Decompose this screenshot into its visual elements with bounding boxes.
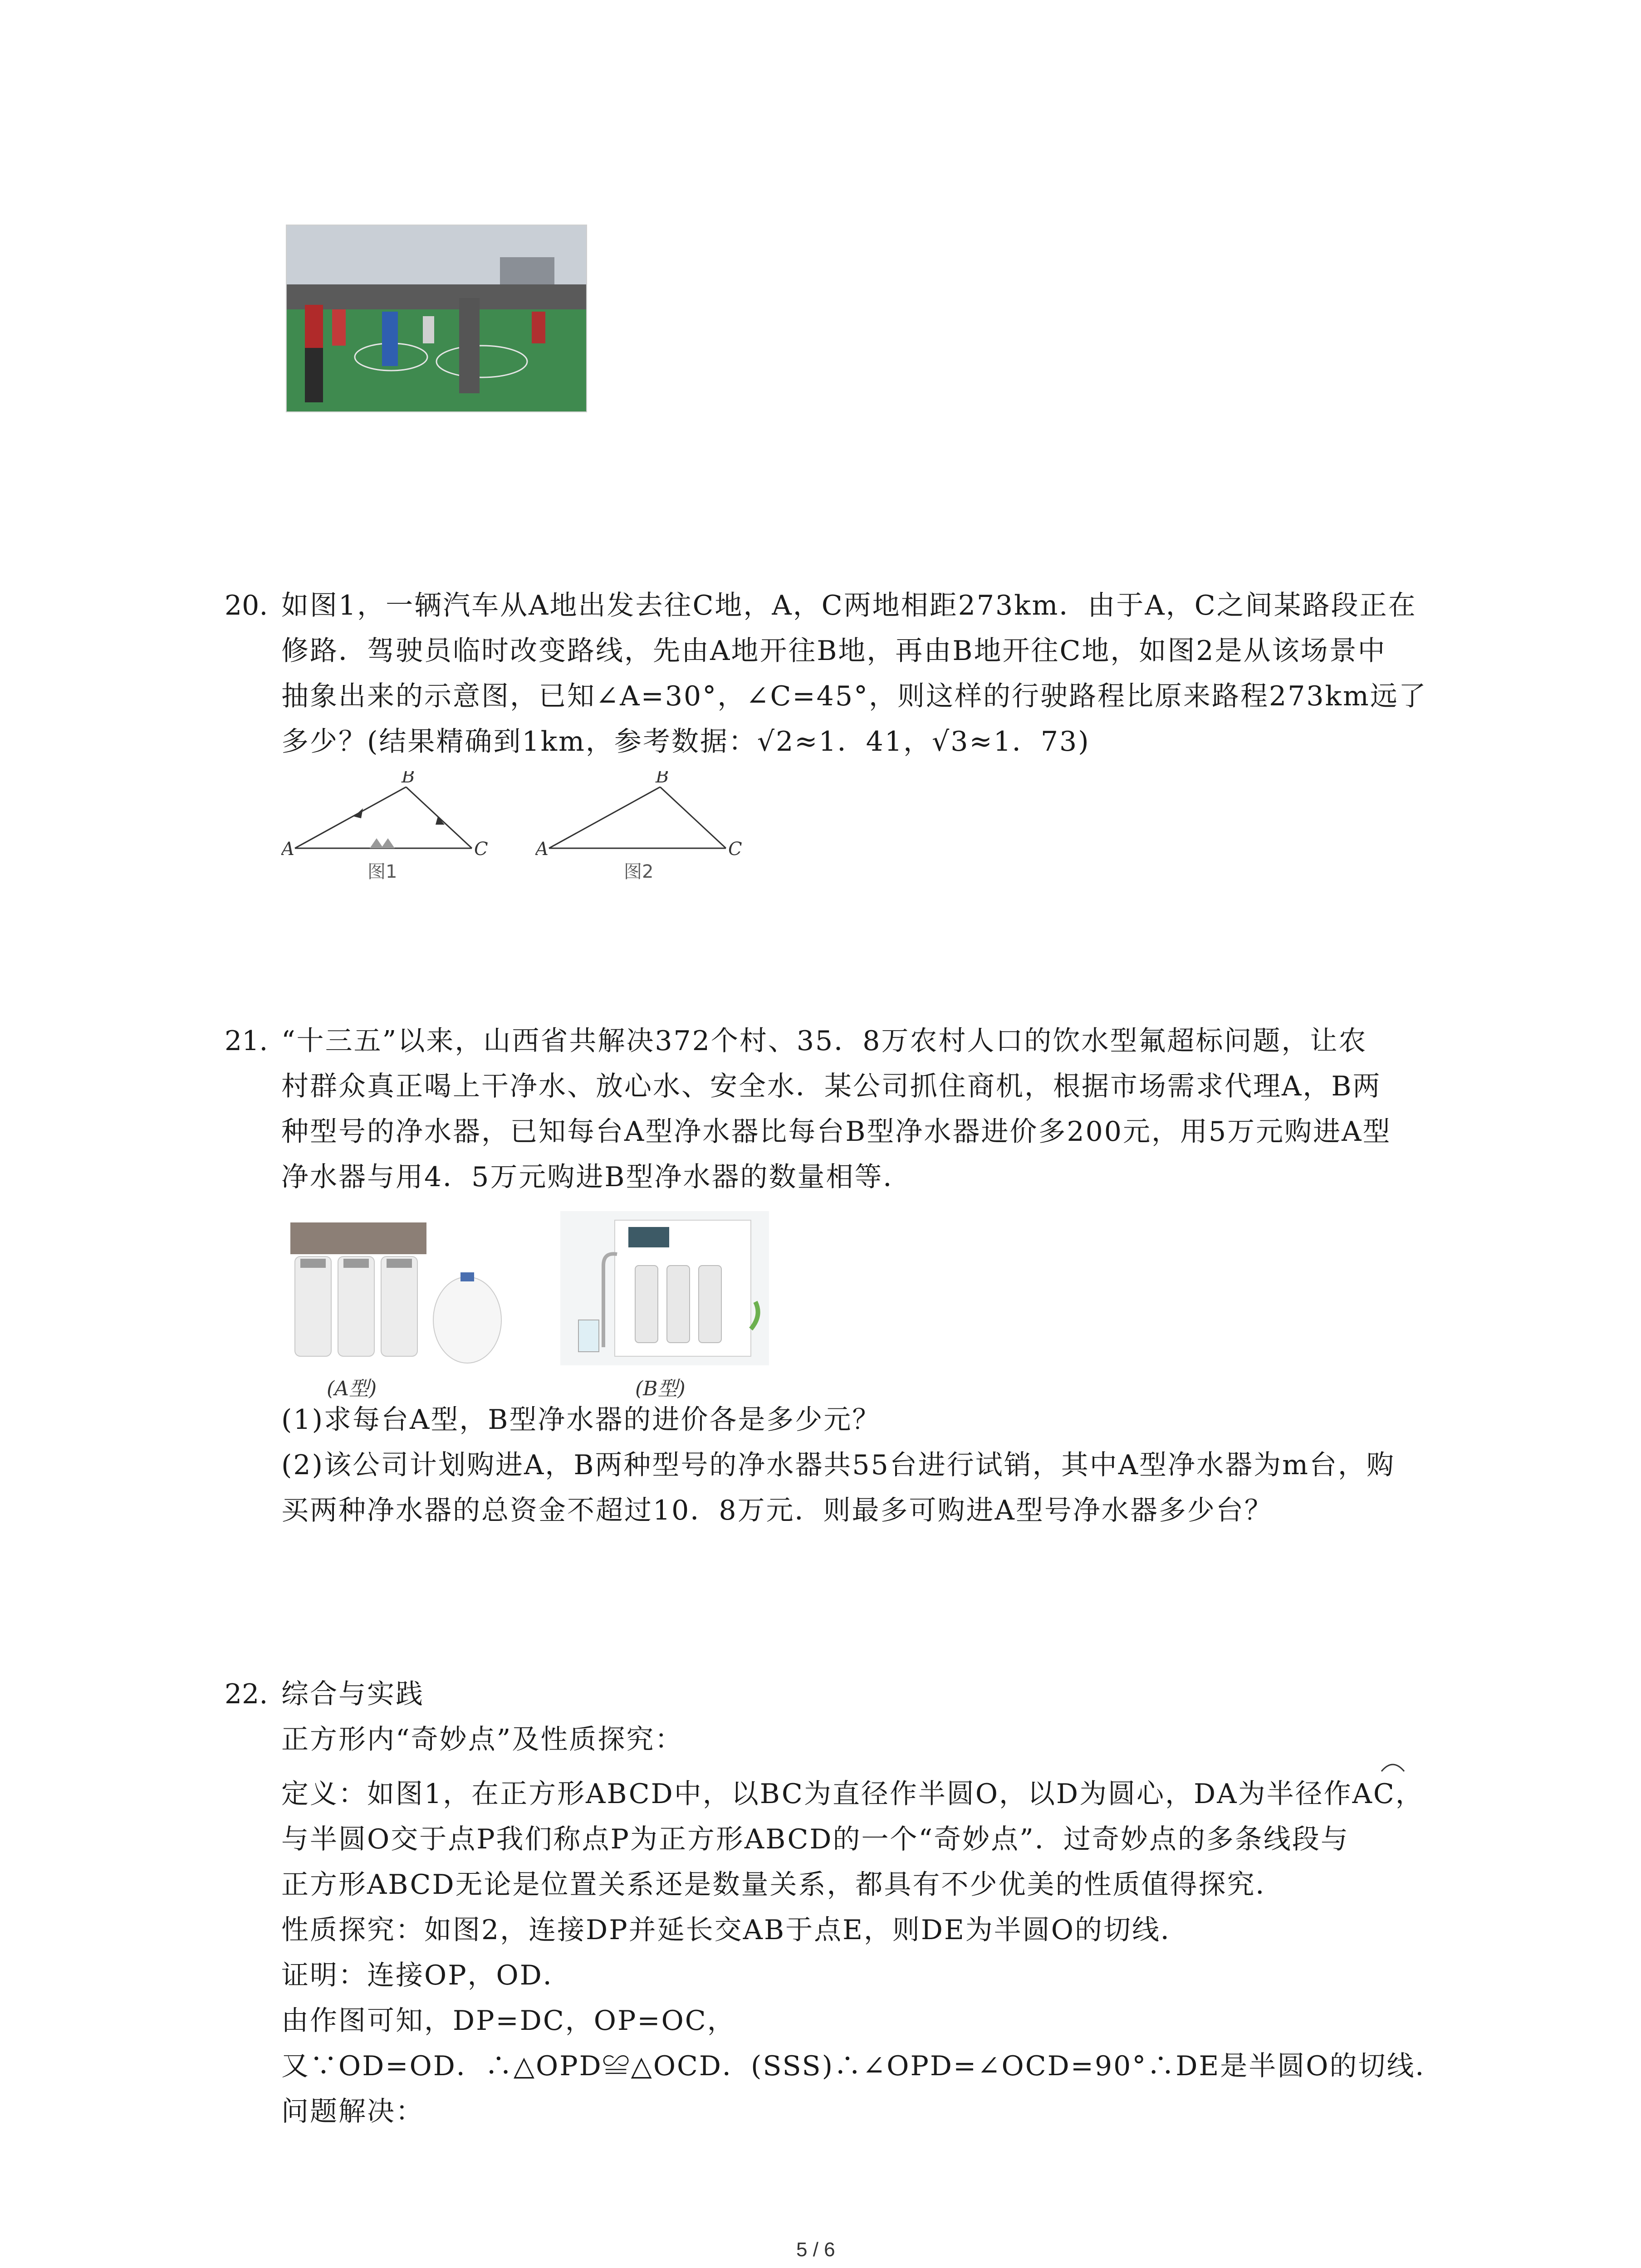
sports-field-photo [286, 225, 587, 412]
question-text-line: “十三五”以来，山西省共解决372个村、35．8万农村人口的饮水型氟超标问题，让农 [281, 1025, 1367, 1057]
question-text-line: 与半圆O交于点P我们称点P为正方形ABCD的一个“奇妙点”．过奇妙点的多条线段与 [281, 1823, 1349, 1855]
point-label-a: A [281, 839, 294, 860]
sub-question-1: (1)求每台A型，B型净水器的进价各是多少元？ [281, 1404, 881, 1436]
question-text-line: 多少？(结果精确到1km，参考数据：√2≈1．41，√3≈1．73) [281, 726, 1090, 758]
question-number: 22. [225, 1678, 268, 1710]
question-text-line: 抽象出来的示意图，已知∠A=30°，∠C=45°，则这样的行驶路程比原来路程273km远了 [281, 680, 1427, 712]
question-text-line: 由作图可知，DP=DC，OP=OC， [281, 2005, 736, 2037]
question-number: 20. [225, 590, 268, 621]
question-text-line: 正方形内“奇妙点”及性质探究： [281, 1724, 684, 1755]
water-purifier-b-image [560, 1211, 769, 1365]
sub-question-2-line: (2)该公司计划购进A，B两种型号的净水器共55台进行试销，其中A型净水器为m台，购 [281, 1449, 1395, 1481]
triangle-figure-2 [535, 771, 744, 885]
page-number: 5 / 6 [796, 2239, 835, 2261]
point-label-c: C [728, 839, 742, 860]
water-purifier-a-image [286, 1216, 513, 1370]
question-text-line: 证明：连接OP，OD． [281, 1960, 572, 1991]
question-text-line: 如图1，一辆汽车从A地出发去往C地，A，C两地相距273km．由于A，C之间某路段正在 [281, 590, 1417, 621]
point-label-b: B [402, 771, 415, 787]
question-text-line: 综合与实践 [281, 1678, 424, 1710]
question-text-line: 又∵OD=OD．∴△OPD≌△OCD．(SSS)∴∠OPD=∠OCD=90°∴DE是半圆O的切线． [281, 2050, 1444, 2082]
sub-question-2-line: 买两种净水器的总资金不超过10．8万元．则最多可购进A型号净水器多少台？ [281, 1495, 1273, 1526]
point-label-a: A [535, 839, 549, 860]
question-text-line: 问题解决： [281, 2096, 424, 2127]
question-text-line: 修路．驾驶员临时改变路线，先由A地开往B地，再由B地开往C地，如图2是从该场景中 [281, 635, 1386, 667]
question-text-line: 种型号的净水器，已知每台A型净水器比每台B型净水器进价多200元，用5万元购进A型 [281, 1116, 1391, 1148]
question-text-line: 正方形ABCD无论是位置关系还是数量关系，都具有不少优美的性质值得探究． [281, 1869, 1284, 1901]
point-label-b: B [656, 771, 669, 787]
arc-symbol [1379, 1760, 1406, 1774]
point-label-c: C [474, 839, 488, 860]
question-number: 21. [225, 1025, 268, 1057]
image-caption-b: (B型) [635, 1377, 686, 1400]
question-text-line: 定义：如图1，在正方形ABCD中，以BC为直径作半圆O，以D为圆心，DA为半径作AC， [281, 1778, 1424, 1810]
question-text-line: 村群众真正喝上干净水、放心水、安全水．某公司抓住商机，根据市场需求代理A，B两 [281, 1070, 1381, 1102]
question-text-line: 性质探究：如图2，连接DP并延长交AB于点E，则DE为半圆O的切线． [281, 1914, 1189, 1946]
image-caption-a: (A型) [327, 1377, 377, 1400]
figure-caption: 图2 [624, 861, 654, 882]
triangle-figure-1 [281, 771, 490, 885]
question-text-line: 净水器与用4．5万元购进B型净水器的数量相等． [281, 1161, 912, 1193]
figure-caption: 图1 [367, 861, 397, 882]
